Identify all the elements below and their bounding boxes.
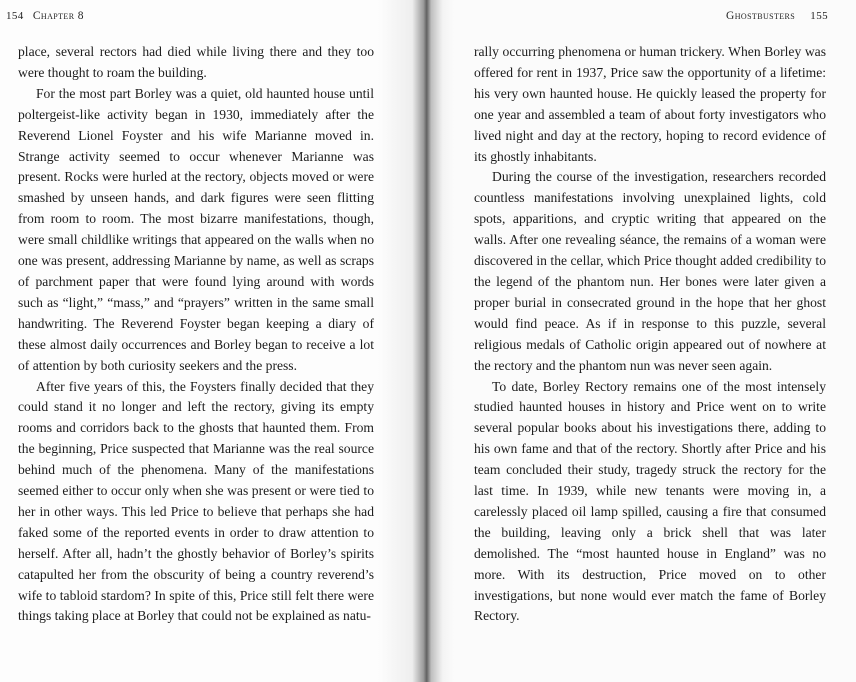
right-page: [424, 0, 856, 682]
paragraph: During the course of the investigation, researchers recorded countless manifestations involving unexplained lights, cold spots, apparitions, and cryptic writing that appeared on the walls. After one revealing séance, the remains of a woman were discovered in the cellar, which Price thought added credibility to the legend of the phantom nun. Her bones were later given a proper burial in consecrated ground in the hope that her ghost would find peace. As if in response to this puzzle, several religious medals of Catholic origin appeared out of nowhere at the rectory and the phantom nun was never seen again.: [474, 169, 826, 373]
paragraph: To date, Borley Rectory remains one of the most intensely studied haunted houses in history and Price went on to write several popular books about his investigations there, adding to his own fame and that of the rectory. Shortly after Price and his team concluded their study, tragedy struck the rectory for the last time. In 1939, while new tenants were moving in, a carelessly placed oil lamp spilled, causing a fire that consumed the building, leaving only a brick shell that was later demolished. The “most haunted house in England” was no more. With its destruction, Price moved on to other investigations, but none would ever match the fame of Borley Rectory.: [474, 378, 826, 624]
paragraph: After five years of this, the Foysters finally decided that they could stand it no longer and left the rectory, giving its empty rooms and corridors back to the ghosts that haunted them. From the beginning, Price suspected that Marianne was the real source behind much of the phenomena. Many of the manifestations seemed either to occur only when she was present or were tied to her in other ways. This led Price to believe that perhaps she had faked some of the reported events in order to draw attention to herself. After all, hadn’t the ghostly behavior of Borley’s spirits catapulted her from the obscurity of being a country reverend’s wife to tabloid stardom? In spite of this, Price still felt there were things taking place at Borley that could not be explained as natu-: [18, 378, 374, 624]
right-chapter-title: Ghostbusters: [726, 10, 796, 22]
left-running-header: [6, 10, 84, 22]
right-running-header: [726, 10, 828, 22]
right-page-number: 155: [810, 10, 828, 22]
paragraph: rally occurring phenomena or human trickery. When Borley was offered for rent in 1937, Price saw the opportunity of a lifetime: his very own haunted house. He quickly leased the property for one year and assembled a team of about forty investigators who lived night and day at the rectory, hoping to record evidence of its ghostly inhabitants.: [474, 44, 826, 164]
left-chapter-title: Chapter 8: [32, 10, 84, 22]
left-page-number: 154: [6, 10, 24, 22]
right-body-text: [474, 42, 826, 627]
left-page: [0, 0, 424, 682]
paragraph: place, several rectors had died while living there and they too were thought to roam the building.: [18, 44, 374, 80]
paragraph: For the most part Borley was a quiet, old haunted house until poltergeist-like activity began in 1930, immediately after the Reverend Lionel Foyster and his wife Marianne moved in. Strange activity seemed to occur whenever Marianne was present. Rocks were hurled at the rectory, objects moved or were smashed by unseen hands, and dark figures were seen flitting from room to room. The most bizarre manifestations, though, were small childlike writings that appeared on the walls when no one was present, addressing Marianne by name, as well as scraps of parchment paper that were found lying around with words such as “light,” “mass,” and “prayers” written in the same small handwriting. The Reverend Foyster began keeping a diary of these almost daily occurrences and Borley began to receive a lot of attention by both curiosity seekers and the press.: [18, 85, 374, 373]
left-body-text: [18, 42, 374, 627]
